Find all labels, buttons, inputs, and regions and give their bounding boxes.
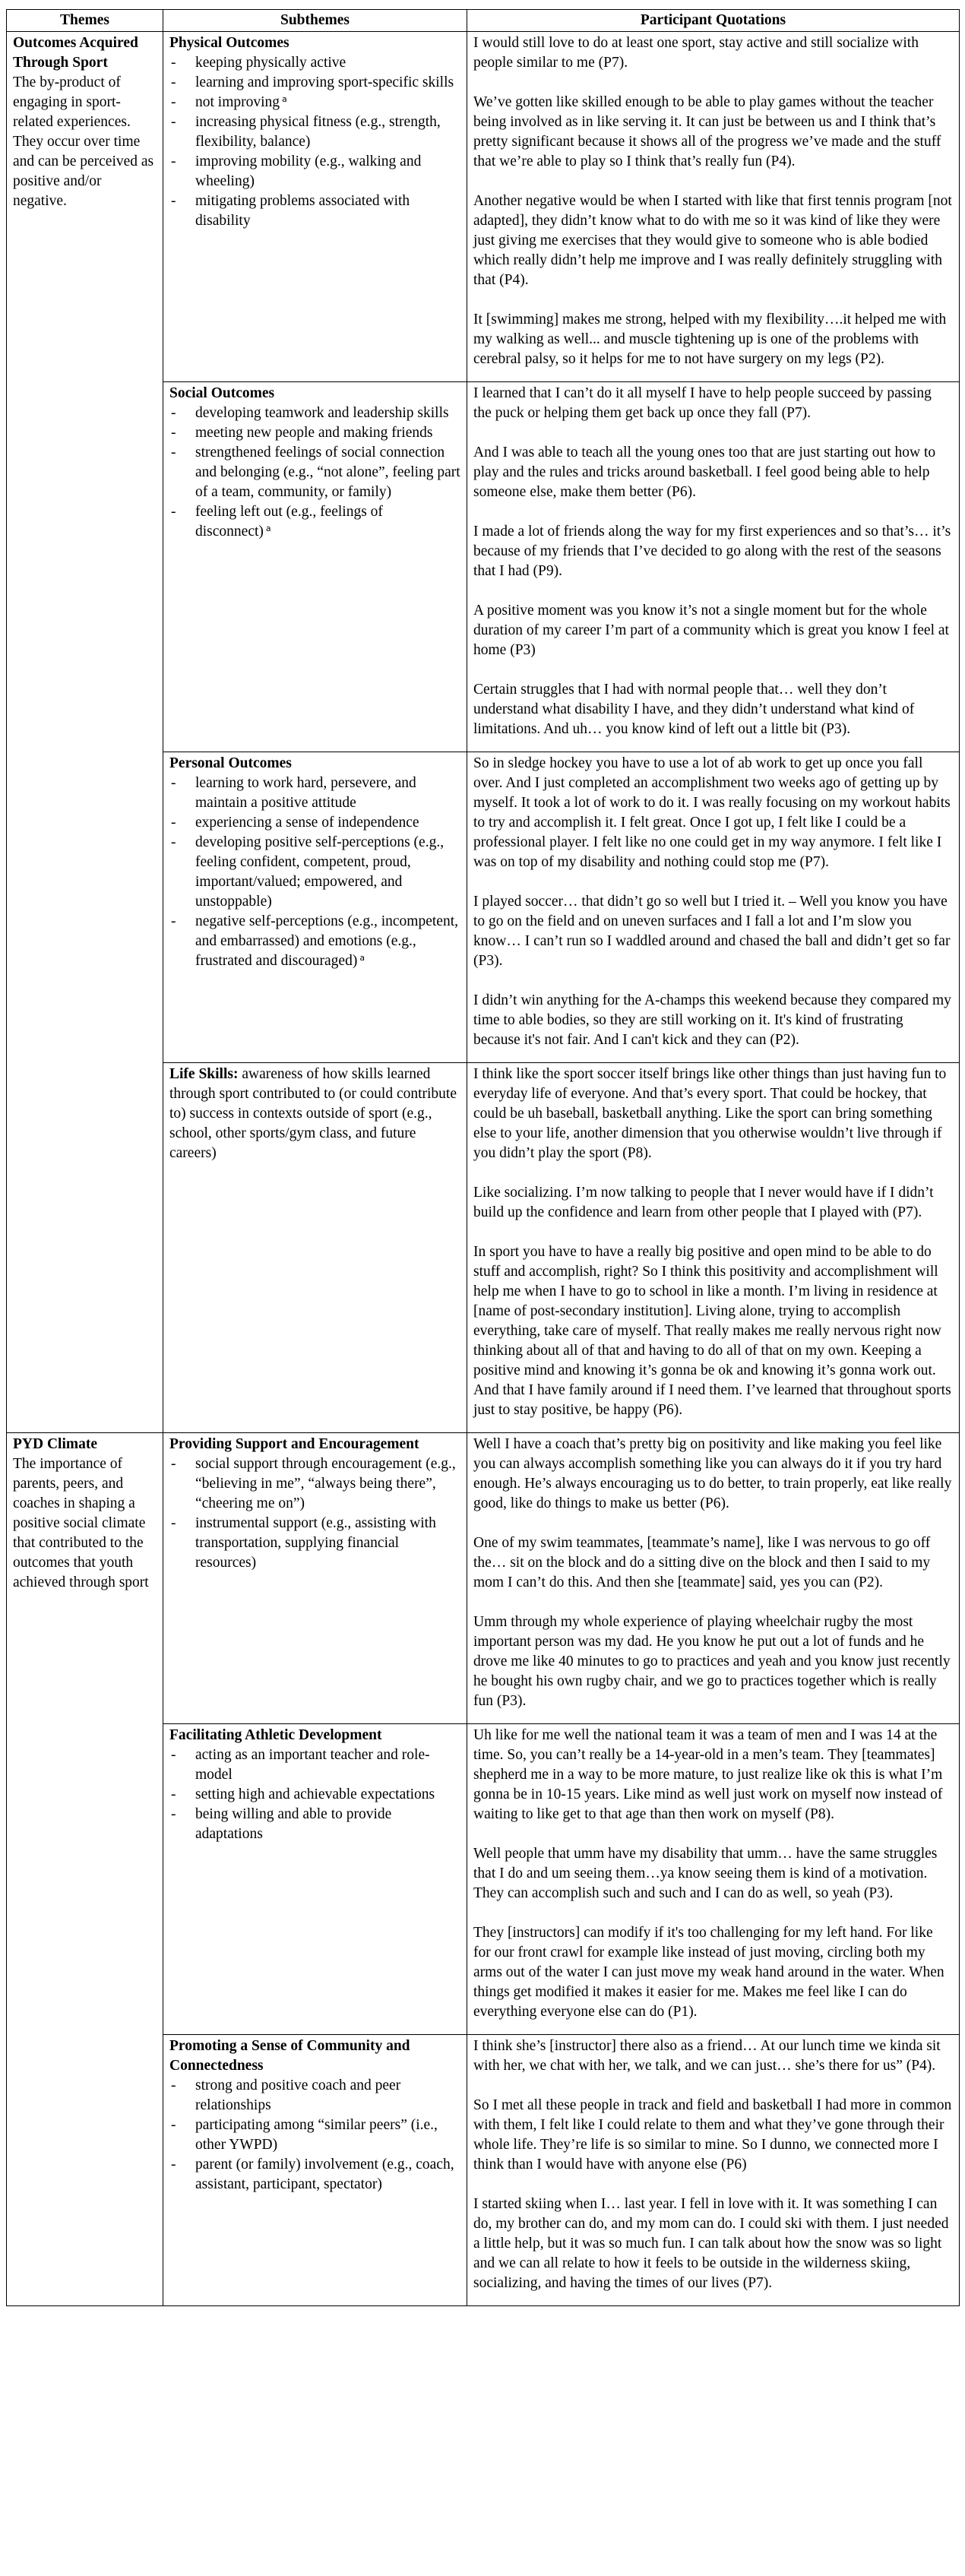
participant-quote: Certain struggles that I had with normal people that… well they don’t understand what disability I have, and they didn’t understand what kind of limitations. And uh… you know kind of left out a little bit (P3). [473,682,915,737]
subtheme-bullet-item [169,1785,460,1805]
bullet-text: strong and positive coach and peer relationships [195,2078,401,2113]
bullet-text: feeling left out (e.g., feelings of disconnect) [195,504,383,540]
subtheme-bullet-item [169,833,460,912]
participant-quote: Well people that umm have my disability that umm… have the same struggles that I do and um seeing them…ya know seeing them is kind of a motivation. They can accomplish such and such and I can do as well, so yeah (P3). [473,1846,938,1901]
participant-quote: So I met all these people in track and field and basketball I had more in common with them, I felt like I could relate to them and what they’ve gone through their whole life. They’re life is so similar to mine. So I dunno, we connected more I think than I would have with anyone else (P6) [473,2097,952,2173]
subtheme-bullet-item [169,93,460,112]
subtheme-bullet-item [169,73,460,93]
subtheme-bullet-list [169,2076,460,2195]
bullet-text: strengthened feelings of social connection and belonging (e.g., “not alone”, feeling part of a team, community, or family) [195,445,460,500]
subtheme-description: awareness of how skills learned through sport contributed to (or could contribute to) success in contexts outside of sport (e.g., school, other sports/gym class, and future careers) [169,1066,457,1161]
participant-quote: Like socializing. I’m now talking to people that I never would have if I didn’t build up the confidence and learn from other people that I played with (P7). [473,1185,934,1220]
subtheme-title: Providing Support and Encouragement [169,1436,419,1452]
subtheme-bullet-list [169,403,460,542]
subtheme-bullet-item [169,502,460,542]
subtheme-heading [169,1435,460,1454]
bullet-text: developing positive self-perceptions (e.g., feeling confident, competent, proud, important/valued; empowered, and unstoppable) [195,834,445,910]
bullet-text: setting high and achievable expectations [195,1786,435,1802]
subtheme-cell [163,1433,467,1724]
participant-quote: And I was able to teach all the young ones too that are just starting out how to play and the rules and tricks around basketball. I feel good being able to help someone else, make them better (P6). [473,445,936,500]
bullet-text: not improving [195,94,280,110]
table-row [7,32,960,382]
participant-quote: I think like the sport soccer itself brings like other things than just having fun to everyday life of everyone. And that’s every sport. That could be hockey, that could be uh baseball, basketball anything. Like the sport can bring something else to your life, another dimension that you otherwise wouldn’t live through if you didn’t play the sport (P8). [473,1066,947,1161]
subtheme-cell [163,752,467,1063]
subtheme-bullet-item [169,443,460,502]
footnote-marker: a [265,524,271,533]
participant-quote: In sport you have to have a really big positive and open mind to be able to do stuff and accomplish, right? So I think this positivity and accomplishment will help me when I have to go to school in like a month. I’m living in residence at [name of post-secondary institution]. Living alone, trying to accomplish everything, take care of myself. That really makes me really nervous right now thinking about all of that and having to do all of that on my own. Keeping a positive mind and knowing it’s gonna be ok and knowing it’s gonna work out. And that I have family around if I need them. I’ve learned that throughout sports just to stay positive, be happy (P6). [473,1244,951,1418]
bullet-text: acting as an important teacher and role-model [195,1747,430,1783]
subtheme-heading [169,384,460,403]
bullet-text: being willing and able to provide adaptations [195,1806,392,1842]
subtheme-bullet-list [169,53,460,231]
subtheme-bullet-item [169,912,460,971]
participant-quote: Umm through my whole experience of playing wheelchair rugby the most important person was my dad. He you know he put out a lot of funds and he drove me like 40 minutes to go to practices and yeah and you know just recently he bought his own rugby chair, and we go to practices together which is really fun (P3). [473,1614,951,1709]
table-row [7,1433,960,1724]
table-body [7,32,960,2306]
subtheme-cell [163,1724,467,2035]
subtheme-title: Life Skills: [169,1066,239,1082]
header-quotations: Participant Quotations [467,10,960,32]
subtheme-bullet-item [169,1514,460,1573]
subtheme-bullet-list [169,1454,460,1573]
bullet-text: improving mobility (e.g., walking and wheeling) [195,153,422,189]
participant-quote: I started skiing when I… last year. I fell in love with it. It was something I can do, my brother can do, and my mom can do. I could ski with them. I just needed a little help, but it was so much fun. I can talk about how the snow was so light and we can all relate to how it feels to be outside in the wilderness skiing, socializing, and having the times of our lives (P7). [473,2196,949,2291]
subtheme-title: Social Outcomes [169,385,275,401]
subtheme-heading [169,1065,460,1163]
bullet-text: parent (or family) involvement (e.g., coach, assistant, participant, spectator) [195,2157,454,2192]
theme-title: Outcomes Acquired Through Sport [13,35,138,71]
participant-quote: They [instructors] can modify if it's too challenging for my left hand. For like for our front crawl for example like instead of just moving, circling both my arms out of the water I can just move my weak hand around in the water. When things get modified it makes it easier for me. Makes me feel like I can do everything everyone else can do (P1). [473,1925,944,2020]
participant-quote: A positive moment was you know it’s not a single moment but for the whole duration of my career I’m part of a community which is great you know I feel at home (P3) [473,603,949,658]
subtheme-heading [169,1726,460,1745]
theme-cell [7,32,163,1433]
bullet-text: mitigating problems associated with disability [195,193,410,229]
subtheme-bullet-item [169,2076,460,2116]
bullet-text: developing teamwork and leadership skills [195,405,449,421]
subtheme-title: Promoting a Sense of Community and Connectedness [169,2038,410,2074]
participant-quote: I think she’s [instructor] there also as a friend… At our lunch time we kinda sit with her, we chat with her, we talk, and we can just… she’s there for us” (P4). [473,2038,941,2074]
subtheme-bullet-item [169,403,460,423]
participant-quote: We’ve gotten like skilled enough to be able to play games without the teacher being involved as in like serving it. It can just be between us and I think that’s pretty significant because it shows all of the progress we’ve made and the stuff that we’re able to play so I think that’s really fun (P4). [473,94,941,169]
subtheme-bullet-item [169,53,460,73]
bullet-text: learning and improving sport-specific skills [195,74,454,90]
bullet-text: participating among “similar peers” (i.e., other YWPD) [195,2117,438,2153]
participant-quote: Uh like for me well the national team it was a team of men and I was 14 at the time. So, you can’t really be a 14-year-old in a men’s team. They [teammates] shepherd me in a way to be more mature, to just realize like ok this is what I’m gonna be in 10-15 years. Like mind as well just work on myself now instead of waiting to like get to that age than then work on myself (P8). [473,1727,943,1822]
bullet-text: experiencing a sense of independence [195,815,419,831]
subtheme-cell [163,1063,467,1433]
subtheme-bullet-item [169,152,460,191]
subtheme-cell [163,2035,467,2306]
subtheme-heading [169,754,460,774]
quotations-cell [467,382,960,752]
quotations-cell [467,32,960,382]
quotations-cell [467,2035,960,2306]
footnote-marker: a [359,953,365,963]
header-themes: Themes [7,10,163,32]
bullet-text: instrumental support (e.g., assisting with transportation, supplying financial resources) [195,1515,436,1571]
participant-quote: I didn’t win anything for the A-champs this weekend because they compared my time to able bodies, so they are still working on it. It's kind of frustrating because it's not fair. And I can't kick and they can (P2). [473,992,951,1048]
subtheme-bullet-item [169,774,460,813]
theme-title: PYD Climate [13,1436,98,1452]
participant-quote: I would still love to do at least one sport, stay active and still socialize with people similar to me (P7). [473,35,919,71]
subtheme-cell [163,382,467,752]
subtheme-bullet-item [169,813,460,833]
subtheme-bullet-item [169,112,460,152]
subtheme-bullet-item [169,423,460,443]
bullet-text: meeting new people and making friends [195,425,433,441]
participant-quote: I made a lot of friends along the way for my first experiences and so that’s… it’s because of my friends that I’ve decided to go along with the rest of the seasons that I had (P9). [473,524,951,579]
theme-cell [7,1433,163,2306]
participant-quote: One of my swim teammates, [teammate’s name], like I was nervous to go off the… sit on the block and do a sitting dive on the block and then I said to my mom I can’t do this. And then she [teammate] said, yes you can (P2). [473,1535,931,1590]
subtheme-title: Physical Outcomes [169,35,290,51]
theme-description: The by-product of engaging in sport-related experiences. They occur over time and can be perceived as positive and/or negative. [13,74,154,209]
header-subthemes: Subthemes [163,10,467,32]
header-row [7,10,960,32]
subtheme-bullet-item [169,1745,460,1785]
participant-quote: I learned that I can’t do it all myself I have to help people succeed by passing the puck or helping them get back up once they fall (P7). [473,385,932,421]
footnote-marker: a [282,94,287,104]
subtheme-cell [163,32,467,382]
bullet-text: increasing physical fitness (e.g., strength, flexibility, balance) [195,114,441,150]
themes-table [6,9,960,2306]
subtheme-heading [169,33,460,53]
theme-description: The importance of parents, peers, and coaches in shaping a positive social climate that contributed to the outcomes that youth achieved through sport [13,1456,149,1590]
quotations-cell [467,1724,960,2035]
bullet-text: keeping physically active [195,55,346,71]
subtheme-bullet-item [169,191,460,231]
quotations-cell [467,752,960,1063]
quotations-cell [467,1063,960,1433]
subtheme-heading [169,2036,460,2076]
participant-quote: Another negative would be when I started with like that first tennis program [not adapted], they didn’t know what to do with me so it was kind of like they were just giving me exercises that they would give to someone who is able bodied which really didn’t help me improve and I was really definitely struggling with that (P4). [473,193,952,288]
subtheme-bullet-list [169,1745,460,1844]
subtheme-bullet-item [169,2155,460,2195]
participant-quote: It [swimming] makes me strong, helped with my flexibility….it helped me with my walking as well... and muscle tightening up is one of the problems with cerebral palsy, so it helps for me to not have surgery on my legs (P2). [473,312,947,367]
subtheme-bullet-item [169,1805,460,1844]
participant-quote: So in sledge hockey you have to use a lot of ab work to get up once you fall over. And I just completed an accomplishment two weeks ago of getting up by myself. It took a lot of work to do it. I was really focusing on my workout habits to try and accomplish it. I felt great. Once I got up, I felt like I could be a professional player. I felt like no one could get in my way anymore. I felt like I was on top of my disability and nothing could stop me (P7). [473,755,951,870]
subtheme-bullet-item [169,2116,460,2155]
subtheme-title: Facilitating Athletic Development [169,1727,382,1743]
subtheme-title: Personal Outcomes [169,755,292,771]
participant-quote: Well I have a coach that’s pretty big on positivity and like making you feel like you can always accomplish something like you can always do it if you try hard enough. He’s always encouraging us to do better, to train properly, eat like really good, like do things to make us better (P6). [473,1436,952,1511]
bullet-text: negative self-perceptions (e.g., incompetent, and embarrassed) and emotions (e.g., frustrated and discouraged) [195,913,458,969]
participant-quote: I played soccer… that didn’t go so well but I tried it. – Well you know you have to go on the field and on uneven surfaces and I fall a lot and I’m slow you know… I can’t run so I waddled around and chased the ball and didn’t get so far (P3). [473,894,951,969]
subtheme-bullet-list [169,774,460,971]
bullet-text: learning to work hard, persevere, and maintain a positive attitude [195,775,416,811]
quotations-cell [467,1433,960,1724]
subtheme-bullet-item [169,1454,460,1514]
bullet-text: social support through encouragement (e.g., “believing in me”, “always being there”, “cheering me on”) [195,1456,456,1511]
